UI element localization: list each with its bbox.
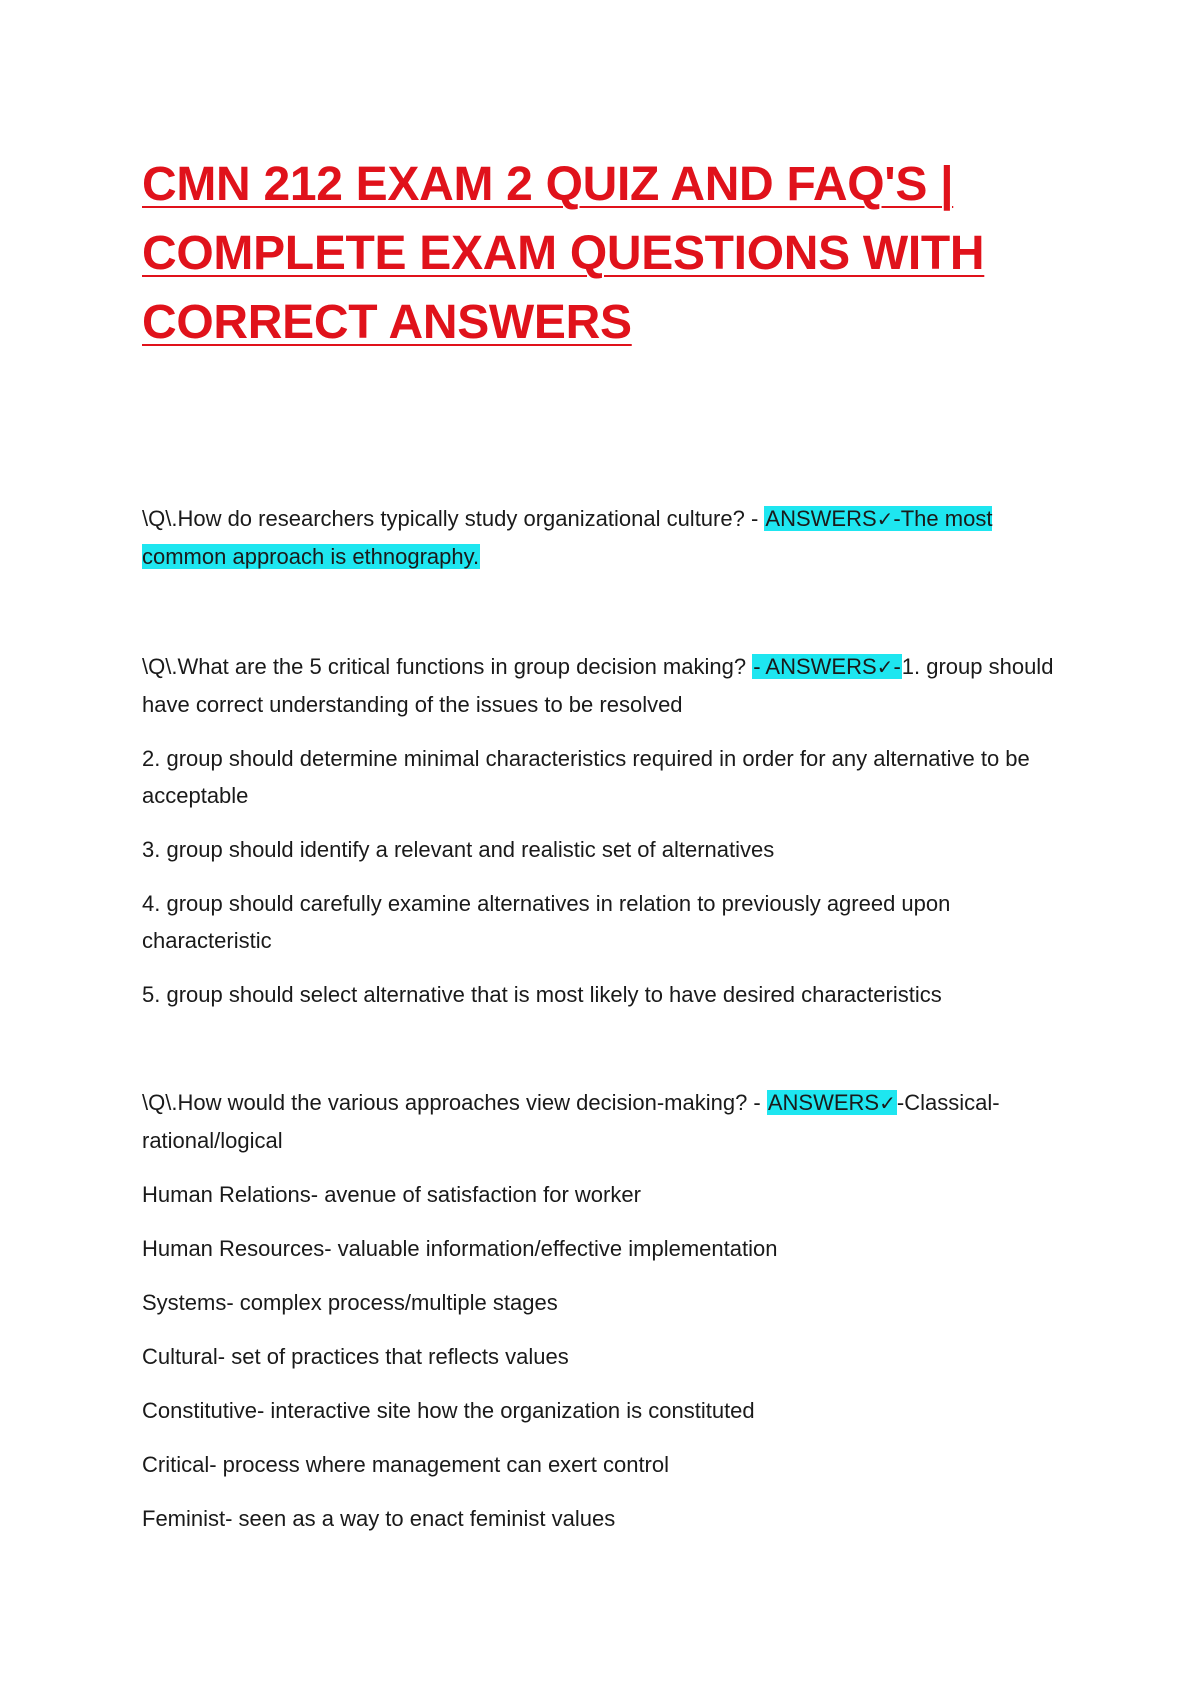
question-text: \Q\.How do researchers typically study organizational culture? - [142, 506, 765, 531]
title-line: CMN 212 EXAM 2 QUIZ AND FAQ'S | [142, 158, 954, 211]
qa-item [142, 500, 1082, 592]
answer-line: Human Resources- valuable information/effective implementation [142, 1236, 778, 1261]
answer-line: 5. group should select alternative that is most likely to have desired characteristics [142, 982, 942, 1007]
answer-marker: - ANSWERS [753, 654, 877, 679]
answer-highlight-end: - [893, 654, 901, 679]
document-page [142, 150, 1082, 1531]
check-mark-icon: ✓ [879, 1091, 896, 1115]
answer-line: Systems- complex process/multiple stages [142, 1290, 558, 1315]
answer-line: Feminist- seen as a way to enact feminist values [142, 1506, 616, 1531]
title-line: CORRECT ANSWERS [142, 296, 632, 349]
answer-line: Critical- process where management can exert control [142, 1452, 670, 1477]
answer-highlight [767, 1090, 897, 1115]
answer-text: 1. group should have correct understanding of the issues to be resolved [142, 654, 1054, 717]
check-mark-icon: ✓ [876, 655, 894, 679]
answer-line: Human Relations- avenue of satisfaction for worker [142, 1182, 641, 1207]
question-text: \Q\.What are the 5 critical functions in group decision making? [142, 654, 753, 679]
title-line: COMPLETE EXAM QUESTIONS WITH [142, 227, 985, 280]
qa-item [142, 648, 1082, 1030]
answer-marker: ANSWERS [765, 506, 877, 531]
qa-question-line [142, 648, 1082, 723]
qa-item [142, 1084, 1082, 1554]
answer-line: 3. group should identify a relevant and realistic set of alternatives [142, 837, 775, 862]
answer-line: 4. group should carefully examine alternatives in relation to previously agreed upon characteristic [142, 891, 951, 953]
answer-line: 2. group should determine minimal characteristics required in order for any alternative to be acceptable [142, 746, 1030, 808]
question-text: \Q\.How would the various approaches view decision-making? - [142, 1090, 767, 1115]
answer-line: Cultural- set of practices that reflects values [142, 1344, 569, 1369]
answer-marker: ANSWERS [767, 1090, 880, 1115]
document-title [142, 150, 1082, 357]
check-mark-icon: ✓ [876, 507, 894, 531]
qa-question-line [142, 1084, 1082, 1159]
qa-question-line [142, 500, 1082, 575]
answer-text: -Classical-rational/logical [142, 1090, 1000, 1153]
answer-text: -The most common approach is ethnography. [142, 506, 993, 569]
answer-highlight [752, 654, 902, 679]
answer-line: Constitutive- interactive site how the organization is constituted [142, 1398, 755, 1423]
